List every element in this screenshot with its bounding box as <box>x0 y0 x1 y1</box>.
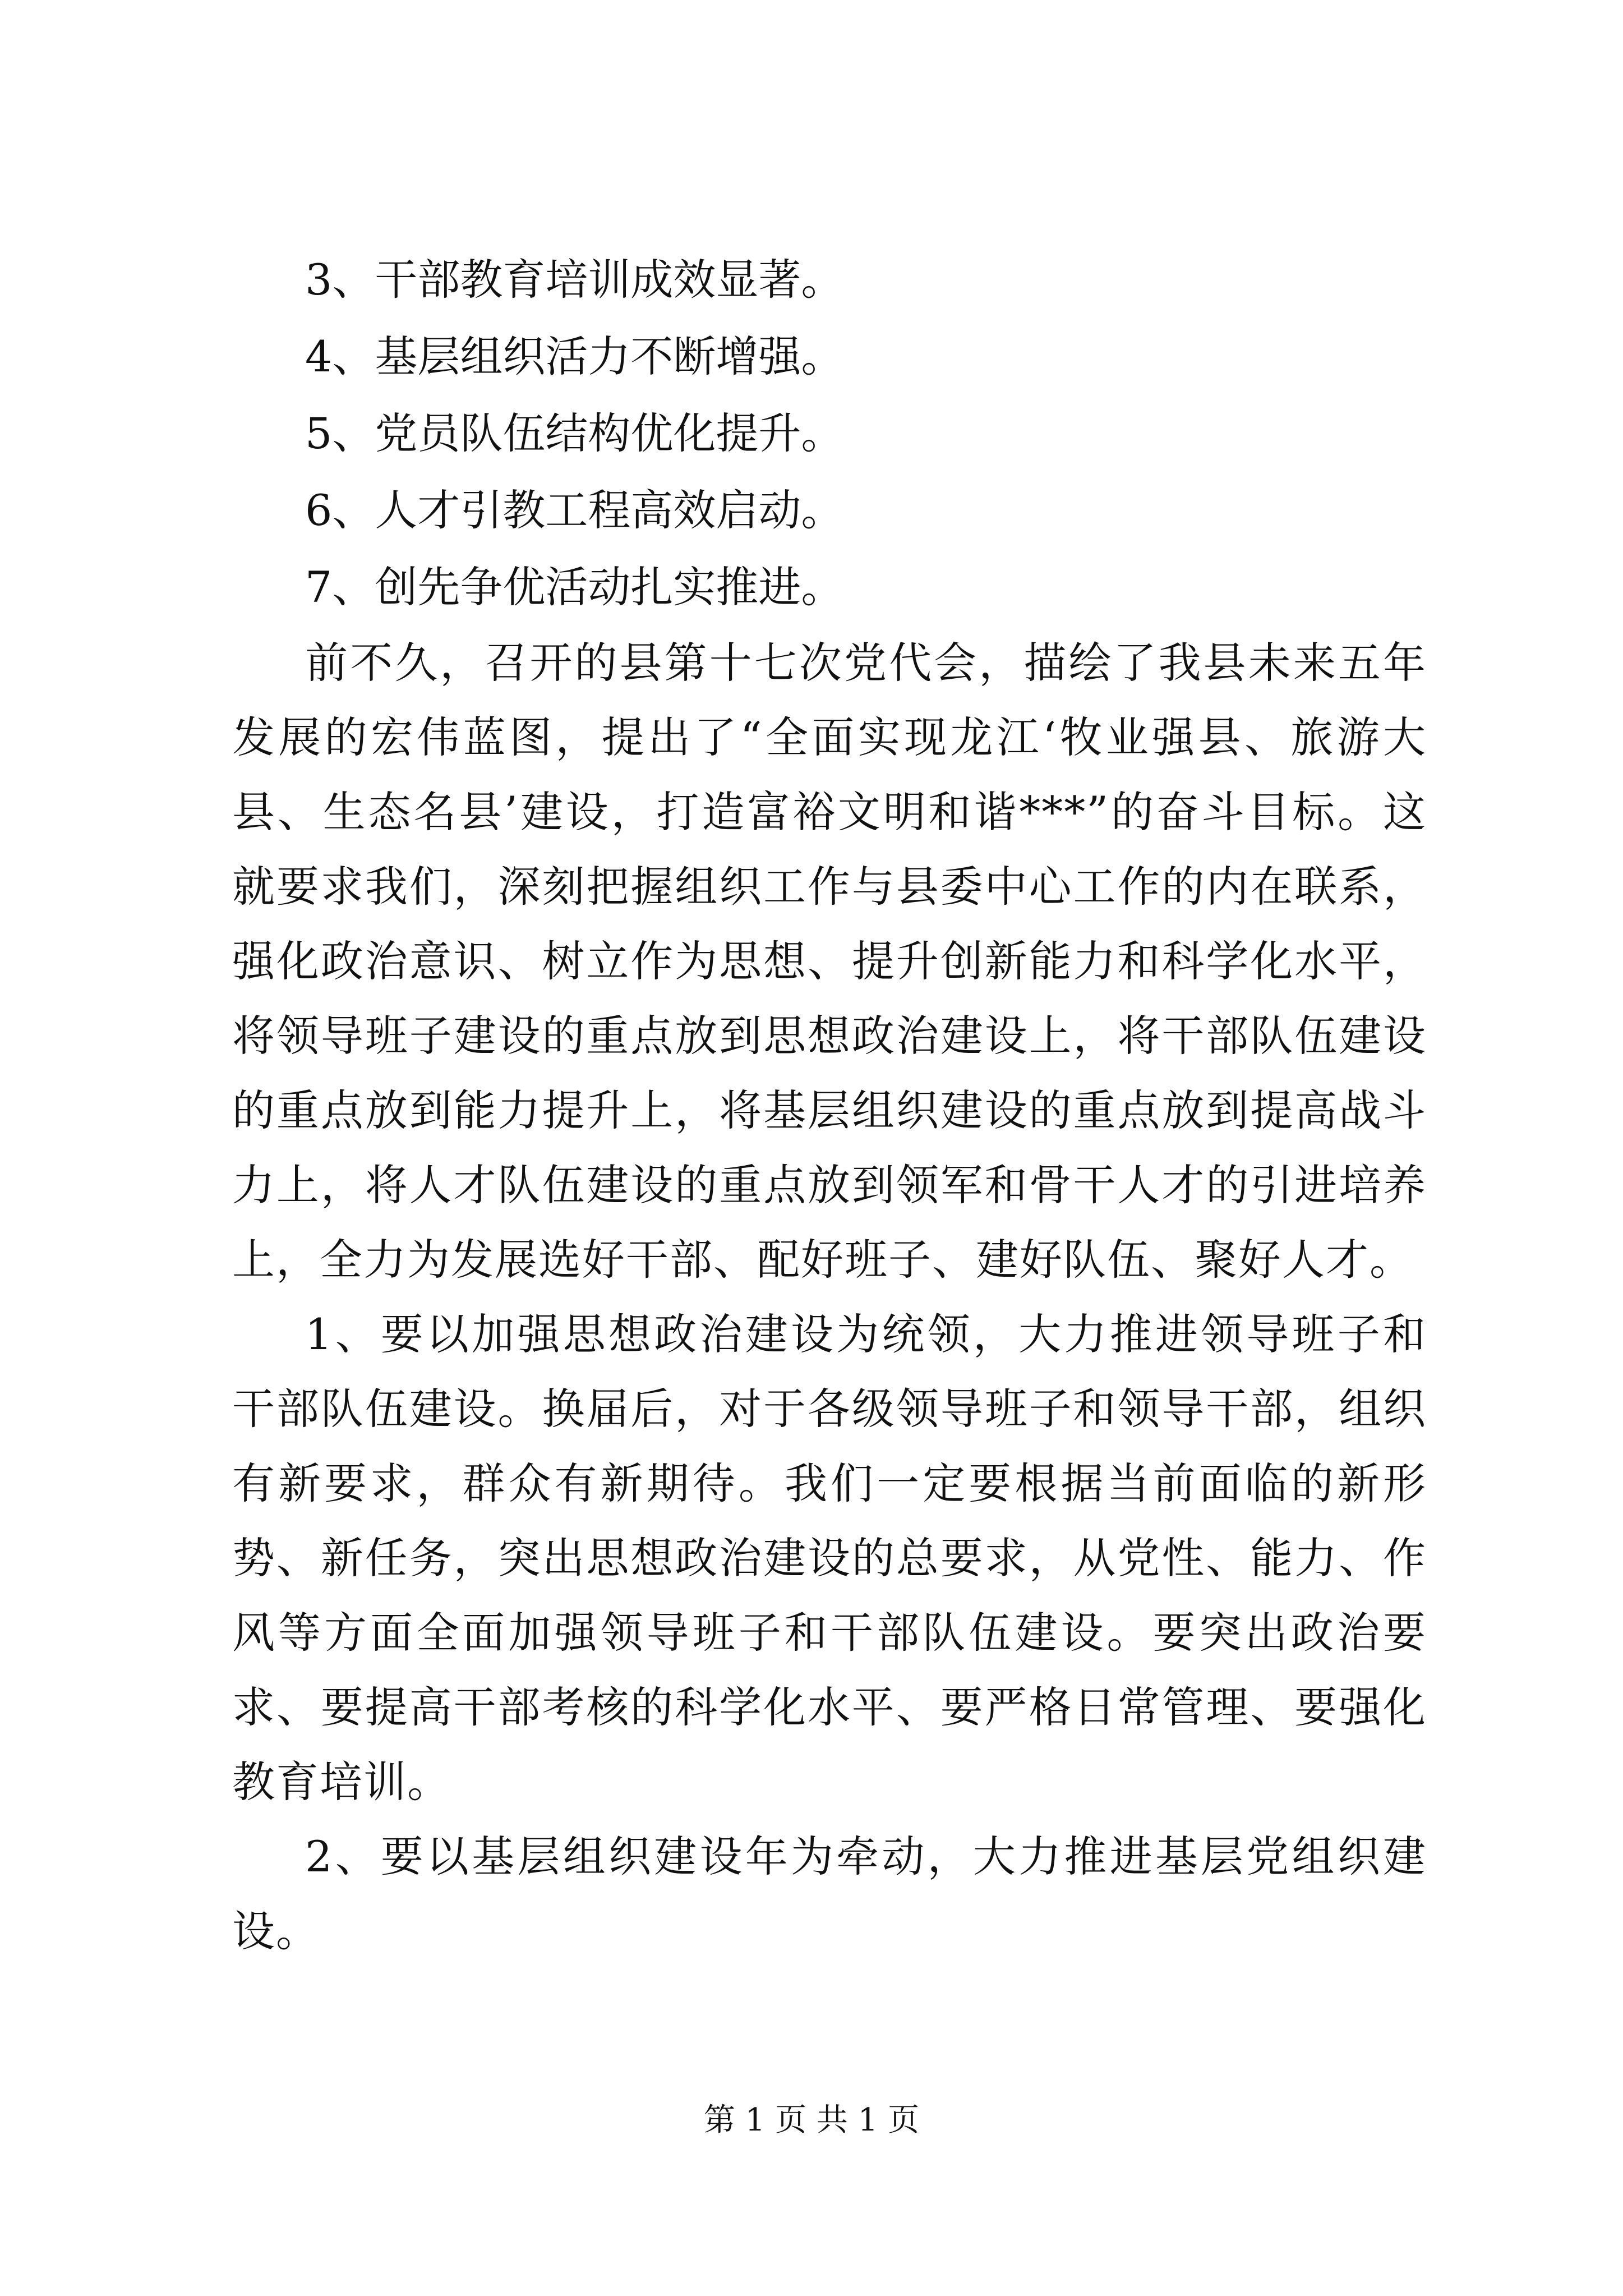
list-item-5: 5、党员队伍结构优化提升。 <box>305 408 844 458</box>
list-item-7: 7、创先争优活动扎实推进。 <box>305 562 844 612</box>
paragraph-party-congress: 前不久，召开的县第十七次党代会，描绘了我县未来五年发展的宏伟蓝图，提出了“全面实现龙江‘牧业强县、旅游大县、生态名县’建设，打造富裕文明和谐***”的奋斗目标。这就要求我们，深刻把握组织工作与县委中心工作的内在联系，强化政治意识、树立作为思想、提升创新能力和科学化水平，将领导班子建设的重点放到思想政治建设上，将干部队伍建设的重点放到能力提升上，将基层组织建设的重点放到提高战斗力上，将人才队伍建设的重点放到领军和骨干人才的引进培养上，全力为发展选好干部、配好班子、建好队伍、聚好人才。 <box>232 638 1427 1285</box>
paragraph-grassroots-building: 2、要以基层组织建设年为牵动，大力推进基层党组织建设。 <box>232 1832 1427 1956</box>
paragraph-leadership-building: 1、要以加强思想政治建设为统领，大力推进领导班子和干部队伍建设。换届后，对于各级领导班子和领导干部，组织有新要求，群众有新期待。我们一定要根据当前面临的新形势、新任务，突出思想政治建设的总要求，从党性、能力、作风等方面全面加强领导班子和干部队伍建设。要突出政治要求、要提高干部考核的科学化水平、要严格日常管理、要强化教育培训。 <box>232 1309 1427 1807</box>
list-item-6: 6、人才引教工程高效启动。 <box>305 485 844 535</box>
page-footer: 第 1 页 共 1 页 <box>703 2102 920 2138</box>
document-body <box>232 241 1427 1968</box>
list-item-3: 3、干部教育培训成效显著。 <box>305 255 844 305</box>
list-item-4: 4、基层组织活力不断增强。 <box>305 332 844 381</box>
